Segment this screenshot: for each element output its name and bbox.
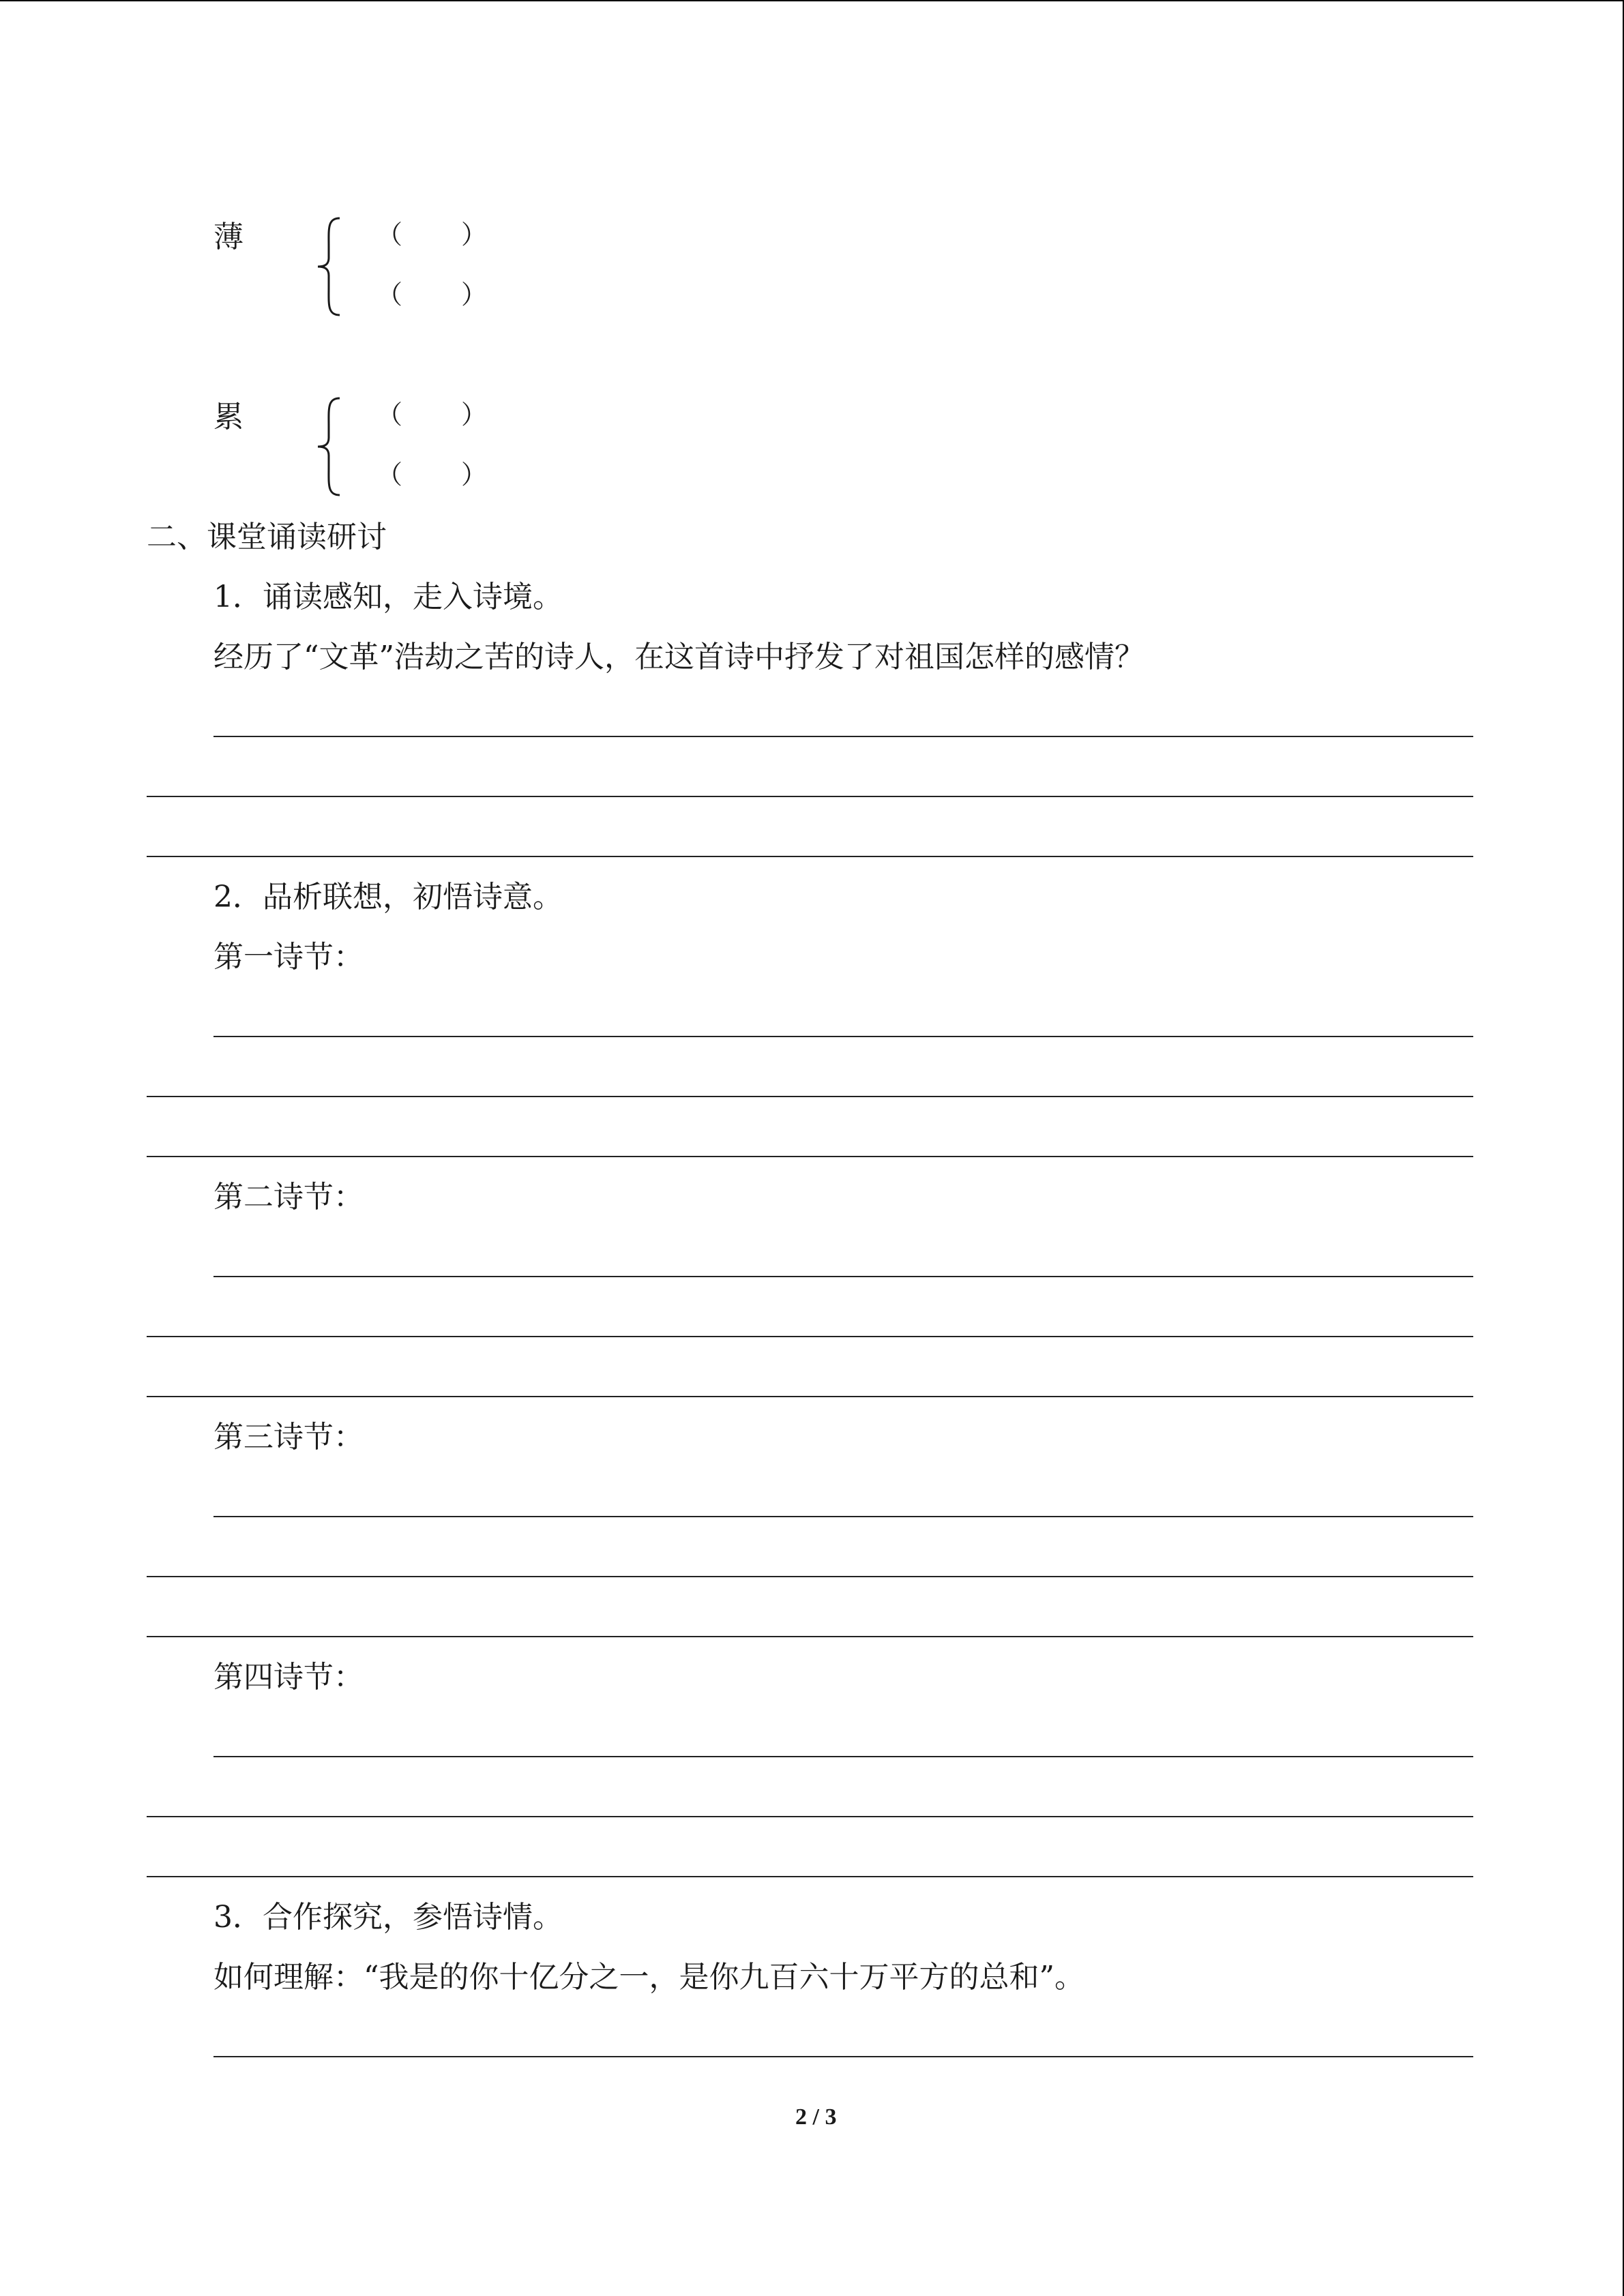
answer-line[interactable] — [147, 856, 1473, 857]
vocab-char: 累 — [213, 400, 243, 434]
stanza-3-label: 第三诗节： — [213, 1420, 364, 1455]
blank-close-paren: ） — [461, 220, 488, 250]
answer-line[interactable] — [147, 1336, 1473, 1337]
blank-open-paren: （ — [377, 460, 403, 490]
answer-line[interactable] — [213, 1516, 1473, 1517]
blank-close-paren: ） — [461, 280, 488, 310]
answer-line[interactable] — [147, 1096, 1473, 1097]
answer-line[interactable] — [213, 1756, 1473, 1757]
vocab-char: 薄 — [213, 220, 243, 254]
question-1-prompt: 经历了“文革”浩劫之苦的诗人，在这首诗中抒发了对祖国怎样的感情？ — [213, 640, 1145, 674]
answer-line[interactable] — [147, 1816, 1473, 1817]
answer-line[interactable] — [147, 1156, 1473, 1157]
answer-line[interactable] — [147, 1576, 1473, 1577]
blank-close-paren: ） — [461, 400, 488, 430]
stanza-4-label: 第四诗节： — [213, 1660, 364, 1695]
stanza-1-label: 第一诗节： — [213, 940, 364, 974]
answer-line[interactable] — [147, 796, 1473, 797]
answer-line[interactable] — [147, 1876, 1473, 1877]
stanza-2-label: 第二诗节： — [213, 1180, 364, 1214]
blank-open-paren: （ — [377, 220, 403, 250]
answer-line[interactable] — [213, 1276, 1473, 1277]
page-number: 2 / 3 — [795, 2104, 837, 2130]
question-3-prompt: 如何理解：“我是的你十亿分之一，是你九百六十万平方的总和”。 — [213, 1960, 1084, 1995]
answer-line[interactable] — [213, 736, 1473, 737]
brace-icon — [315, 396, 342, 498]
blank-close-paren: ） — [461, 460, 488, 490]
section-heading: 二、课堂诵读研讨 — [147, 520, 387, 554]
question-2-title: 2．品析联想，初悟诗意。 — [213, 880, 563, 914]
answer-line[interactable] — [147, 1636, 1473, 1637]
blank-open-paren: （ — [377, 280, 403, 310]
answer-line[interactable] — [213, 2056, 1473, 2057]
answer-line[interactable] — [147, 1396, 1473, 1397]
question-3-title: 3．合作探究，参悟诗情。 — [213, 1900, 563, 1935]
brace-icon — [315, 215, 342, 318]
question-1-title: 1．诵读感知，走入诗境。 — [213, 580, 563, 614]
answer-line[interactable] — [213, 1036, 1473, 1037]
blank-open-paren: （ — [377, 400, 403, 430]
